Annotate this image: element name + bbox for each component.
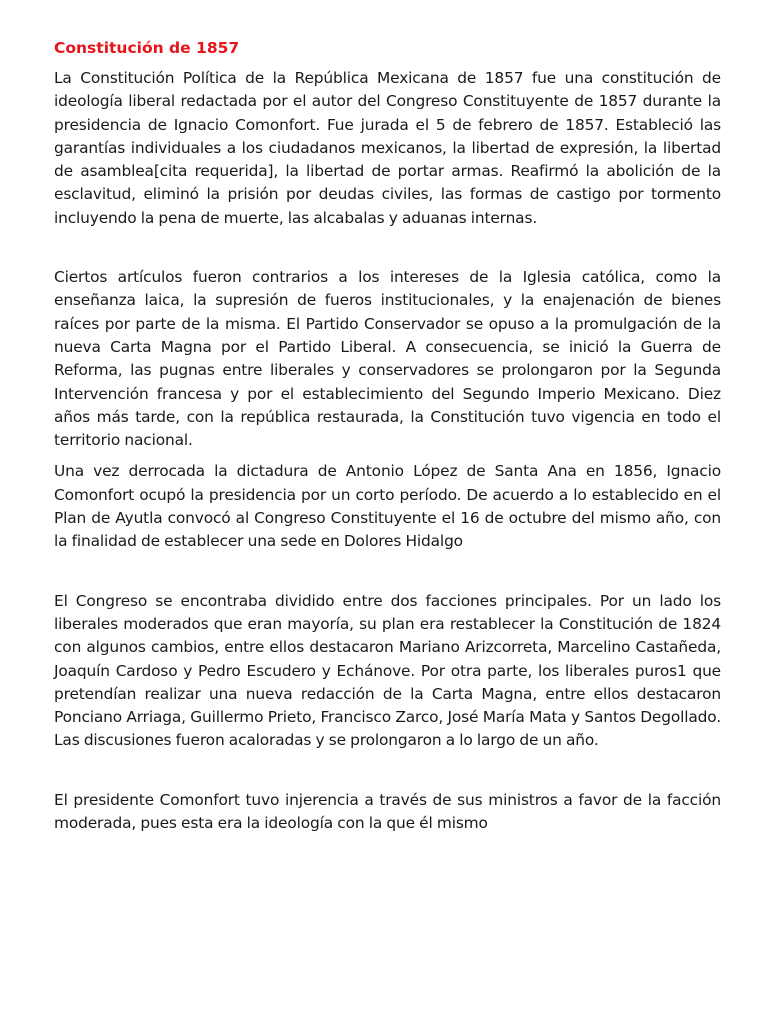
paragraph-4: El Congreso se encontraba dividido entre dos facciones principales. Por un lado los liberales moderados que eran mayoría, su plan era restablecer la Constitución de 1824 con algunos cambios, entre ellos destacaron Mariano Arizcorreta, Marcelino Castañeda, Joaquín Cardoso y Pedro Escudero y Echánove. Por otra parte, los liberales puros1 que pretendían realizar una nueva redacción de la Carta Magna, entre ellos destacaron Ponciano Arriaga, Guillermo Prieto, Francisco Zarco, José María Mata y Santos Degollado. Las discusiones fueron acaloradas y se prolongaron a lo largo de un año. — [54, 591, 721, 750]
document-title: Constitución de 1857 — [54, 39, 240, 57]
paragraph-gap — [54, 753, 721, 789]
document-page — [54, 38, 721, 835]
paragraph-gap — [54, 554, 721, 590]
paragraph-gap — [54, 452, 721, 460]
paragraph-5: El presidente Comonfort tuvo injerencia a través de sus ministros a favor de la facción moderada, pues esta era la ideología con la que él mismo — [54, 790, 721, 833]
paragraph-gap — [54, 230, 721, 266]
paragraph-3: Una vez derrocada la dictadura de Antonio López de Santa Ana en 1856, Ignacio Comonfort ocupó la presidencia por un corto período. De acuerdo a lo establecido en el Plan de Ayutla convocó al Congreso Constituyente el 16 de octubre del mismo año, con la finalidad de establecer una sede en Dolores Hidalgo — [54, 462, 721, 551]
paragraph-1: La Constitución Política de la República Mexicana de 1857 fue una constitución de ideología liberal redactada por el autor del Congreso Constituyente de 1857 durante la presidencia de Ignacio Comonfort. Fue jurada el 5 de febrero de 1857. Estableció las garantías individuales a los ciudadanos mexicanos, la libertad de expresión, la libertad de asamblea[cita requerida], la libertad de portar armas. Reafirmó la abolición de la esclavitud, eliminó la prisión por deudas civiles, las formas de castigo por tormento incluyendo la pena de muerte, las alcabalas y aduanas internas. — [54, 69, 721, 227]
paragraph-2: Ciertos artículos fueron contrarios a los intereses de la Iglesia católica, como la enseñanza laica, la supresión de fueros institucionales, y la enajenación de bienes raíces por parte de la misma. El Partido Conservador se opuso a la promulgación de la nueva Carta Magna por el Partido Liberal. A consecuencia, se inició la Guerra de Reforma, las pugnas entre liberales y conservadores se prolongaron por la Segunda Intervención francesa y por el establecimiento del Segundo Imperio Mexicano. Diez años más tarde, con la república restaurada, la Constitución tuvo vigencia en todo el territorio nacional. — [54, 268, 721, 450]
